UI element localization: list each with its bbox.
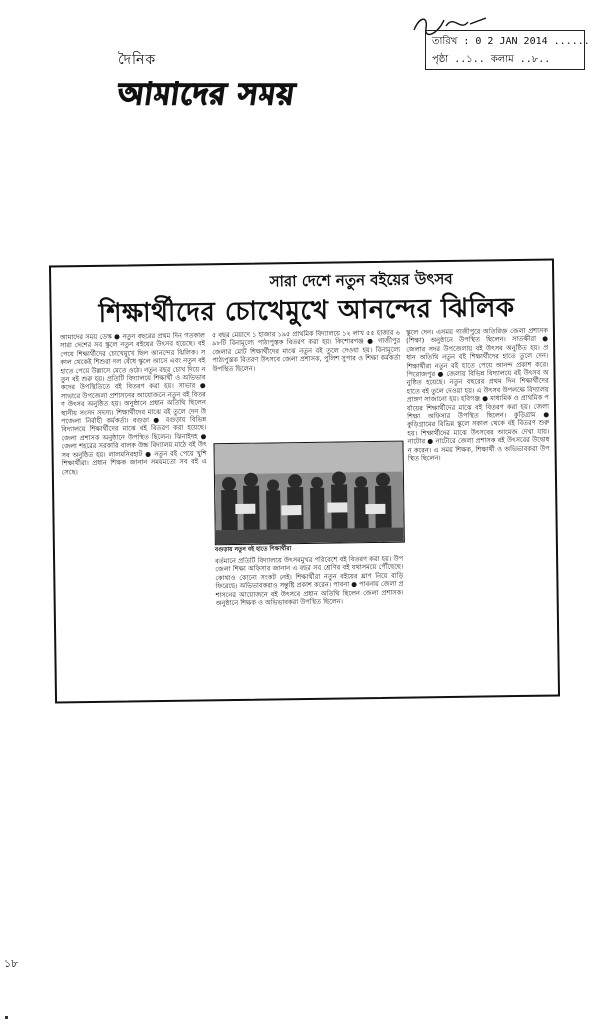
photo-caption: বগুড়ায় নতুন বই হাতে শিক্ষার্থীরা (214, 546, 292, 554)
newspaper-clipping (49, 258, 560, 703)
article-column-3: স্কুলে দেন। এসময় গাজীপুরে অতিরিক্ত জেলা প্রশাসক (শিক্ষা) অনুষ্ঠানে উপস্থিত ছিলেন। সাতক্ষীরা ● জেলার সদর উপজেলায় বই উৎসব অনুষ্ঠিত হয়। প্রধান অতিথি নতুন বই শিক্ষার্থীদের হাতে তুলে দেন। শিক্ষার্থীরা নতুন বই হাতে পেয়ে আনন্দ প্রকাশ করে। পিরোজপুর ● জেলায় বিভিন্ন বিদ্যালয়ে বই উৎসব অনুষ্ঠিত হয়েছে। নতুন বছরের প্রথম দিন শিক্ষার্থীদের হাতে বই তুলে দেওয়া হয়। এ উৎসব উপলক্ষে বিদ্যালয় প্রাঙ্গণ সাজানো হয়। হবিগঞ্জ ● মাধ্যমিক ও প্রাথমিক পর্যায়ের শিক্ষার্থীদের মাঝে বই বিতরণ করা হয়। জেলা শিক্ষা অফিসার উপস্থিত ছিলেন। কুড়িগ্রাম ● কুড়িগ্রামের বিভিন্ন স্কুলে সকাল থেকে বই বিতরণ শুরু হয়। শিক্ষার্থীদের মাঝে উৎসবের আমেজ দেখা যায়। নাটোর ● নাটোরে জেলা প্রশাসক বই উৎসবের উদ্বোধন করেন। এ সময় শিক্ষক, শিক্ষার্থী ও অভিভাবকরা উপস্থিত ছিলেন। (405, 326, 550, 463)
stray-margin-mark: ১৮ (4, 957, 19, 970)
masthead-prefix: দৈনিক (118, 52, 157, 68)
article-column-2-bottom: বর্তমানে প্রতিটি বিদ্যালয়ে উৎসবমুখর পরিবেশে বই বিতরণ করা হয়। উপজেলা শিক্ষা অফিসার জানান এ বছর সব শ্রেণির বই যথাসময়ে পৌঁছেছে। কোথাও কোনো সংকট নেই। শিক্ষার্থীরা নতুন বইয়ের ঘ্রাণ নিয়ে বাড়ি ফিরেছে। অভিভাবকরাও সন্তুষ্টি প্রকাশ করেন। পাবনা ● পাবনায় জেলা প্রশাসনের আয়োজনে বই উৎসবে প্রধান অতিথি ছিলেন জেলা প্রশাসক। অনুষ্ঠানে শিক্ষক ও অভিভাবকরা উপস্থিত ছিলেন। (215, 554, 404, 608)
masthead-name: আমাদের সময় (115, 77, 298, 112)
article-column-1: আমাদের সময় ডেস্ক ● নতুন বছরের প্রথম দিন গতকাল সারা দেশের সব স্কুলে নতুন বইয়ের উৎসব হয়েছে। বই পেয়ে শিক্ষার্থীদের চোখেমুখে ছিল আনন্দের ঝিলিক। সকাল থেকেই শিশুরা দল বেঁধে স্কুলে আসে এবং নতুন বই হাতে পেয়ে উল্লাসে মেতে ওঠে। নতুন বছর চোখ দিয়ে নতুন বই শুরু হয়। প্রতিটি বিদ্যালয়ে শিক্ষার্থী ও অভিভাবকদের উপস্থিতিতে বই বিতরণ করা হয়। সাভার ● সাভারে উপজেলা প্রশাসনের আয়োজনে নতুন বই বিতরণ উৎসব অনুষ্ঠিত হয়। অনুষ্ঠানে প্রধান অতিথি ছিলেন স্থানীয় সংসদ সদস্য। শিক্ষার্থীদের মাঝে বই তুলে দেন উপজেলা নির্বাহী কর্মকর্তা। বগুড়া ● বগুড়ায় বিভিন্ন বিদ্যালয়ে শিক্ষার্থীদের মাঝে বই বিতরণ করা হয়েছে। জেলা প্রশাসক অনুষ্ঠানে উপস্থিত ছিলেন। ঝিনাইদহ ● জেলা শহরের সরকারি বালক উচ্চ বিদ্যালয় মাঠে বই উৎসব অনুষ্ঠিত হয়। লালমনিরহাট ● নতুন বই পেয়ে খুশি শিক্ষার্থীরা। প্রধান শিক্ষক জানান সময়মতো সব বই এসেছে। (59, 331, 207, 476)
article-photo (213, 441, 404, 546)
article-kicker: সারা দেশে নতুন বইয়ের উৎসব (269, 269, 453, 291)
stamp-date-line: তারিখ : 0 2 JAN 2014 ...... (432, 36, 590, 47)
scan-speck (5, 1016, 8, 1019)
article-column-2-top: ৫ বছর মেয়াদে ১ হাজার ১৯৫ প্রাথমিক বিদ্যালয়ে ১২ লাখ ৫৫ হাজার ৬৯৮টি বিনামূল্যে পাঠ্যপুস্তক বিতরণ করা হয়। কিশোরগঞ্জ ● গাজীপুর জেলার মোট শিক্ষার্থীদের মাঝে নতুন বই তুলে দেওয়া হয়। বিনামূল্যে পাঠ্যপুস্তক বিতরণ উৎসবে জেলা প্রশাসক, পুলিশ সুপার ও শিক্ষা কর্মকর্তা উপস্থিত ছিলেন। (211, 328, 401, 373)
masthead (115, 48, 298, 121)
article-headline: শিক্ষার্থীদের চোখেমুখে আনন্দের ঝিলিক (98, 293, 515, 329)
crowd-photo-illustration (214, 442, 403, 545)
clipping-date-stamp (425, 30, 590, 70)
stamp-page-line: পৃষ্ঠা ..১.. কলাম ..৮.. (432, 54, 551, 65)
